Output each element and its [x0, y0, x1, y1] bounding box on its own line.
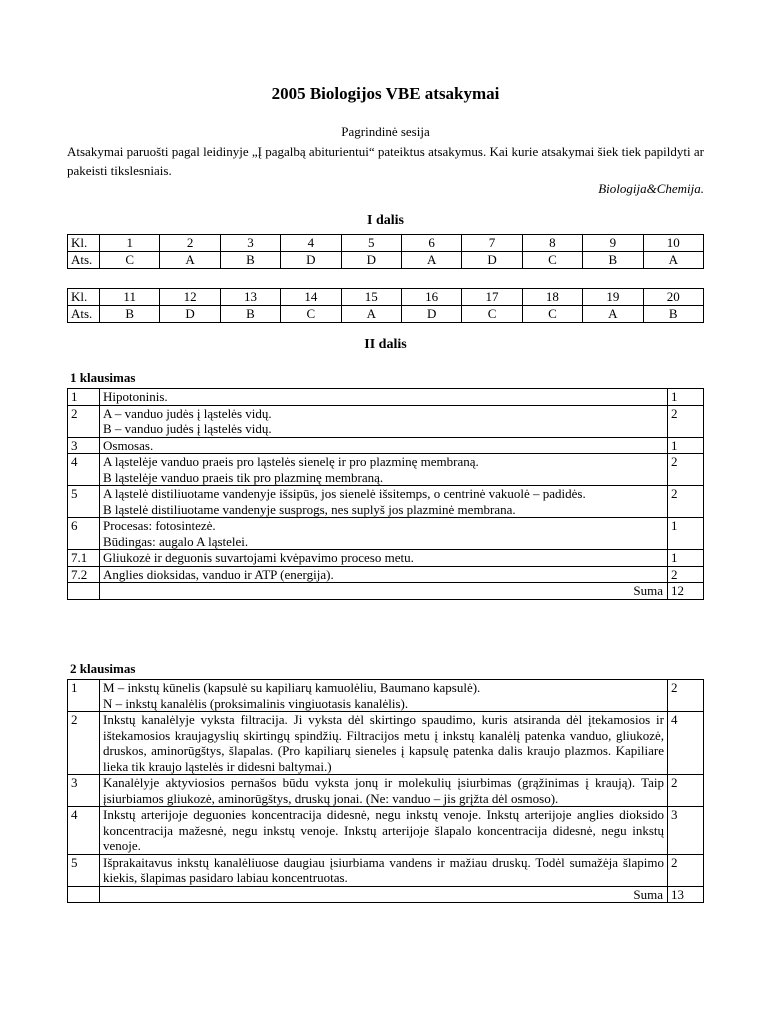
answer-letter: A — [643, 252, 703, 269]
answer-line: Kanalėlyje aktyviosios pernašos būdu vyksta jonų ir molekulių įsiurbimas (grąžinimas į kraują). Taip įsiurbiamos gliukozė, aminorūgštys, druskų jonai. (Ne: vanduo – jis grįžta dėl osmoso). — [103, 775, 664, 806]
question-number: 20 — [643, 289, 703, 306]
answer-line: Osmosas. — [103, 437, 154, 453]
points: 1 — [668, 437, 704, 454]
answer-line: Būdingas: augalo A ląstelei. — [103, 533, 249, 549]
answer-text — [100, 566, 668, 583]
answer-line: A ląstelė distiliuotame vandenyje išsipūs, jos sienelė išsitemps, o centrinė vakuolė – padidės. — [103, 486, 586, 501]
answer-letter: B — [643, 306, 703, 323]
signature: Biologija&Chemija. — [598, 181, 704, 196]
answer-line: Anglies dioksidas, vanduo ir ATP (energija). — [103, 566, 334, 582]
item-number: 5 — [68, 854, 100, 886]
answer-row — [68, 405, 704, 437]
answer-letter: C — [462, 306, 522, 323]
answer-text — [100, 389, 668, 406]
question-number: 13 — [220, 289, 280, 306]
question-number: 8 — [522, 235, 582, 252]
item-number: 1 — [68, 389, 100, 406]
item-number: 2 — [68, 712, 100, 775]
points: 1 — [668, 550, 704, 567]
answer-row — [68, 680, 704, 712]
question-number: 15 — [341, 289, 401, 306]
answer-letter: D — [462, 252, 522, 269]
question-number: 11 — [100, 289, 160, 306]
answer-letter: C — [522, 306, 582, 323]
answer-text — [100, 437, 668, 454]
question-number: 16 — [401, 289, 461, 306]
sum-row — [68, 886, 704, 903]
points: 2 — [668, 486, 704, 518]
answer-line: A – vanduo judės į ląstelės vidų. — [103, 405, 272, 421]
points: 4 — [668, 712, 704, 775]
answer-letter: B — [583, 252, 643, 269]
points: 2 — [668, 405, 704, 437]
answer-row — [68, 486, 704, 518]
page-title: 2005 Biologijos VBE atsakymai — [271, 84, 500, 103]
answer-row — [68, 437, 704, 454]
answer-letter: B — [220, 252, 280, 269]
answer-line: A ląstelėje vanduo praeis pro ląstelės sienelę ir pro plazminę membraną. — [103, 454, 479, 469]
item-number: 7.1 — [68, 550, 100, 567]
answer-row — [68, 389, 704, 406]
answer-text — [100, 518, 668, 550]
question1-table — [67, 388, 704, 600]
answer-row — [68, 550, 704, 567]
answer-text — [100, 405, 668, 437]
item-number: 7.2 — [68, 566, 100, 583]
question-number: 3 — [220, 235, 280, 252]
question-number: 7 — [462, 235, 522, 252]
answer-row — [68, 854, 704, 886]
answer-text — [100, 807, 668, 855]
empty-cell — [68, 886, 100, 903]
answer-letter: B — [220, 306, 280, 323]
answer-row — [68, 306, 704, 323]
question2-heading: 2 klausimas — [70, 661, 136, 676]
answer-letter: C — [281, 306, 341, 323]
item-number: 5 — [68, 486, 100, 518]
item-number: 3 — [68, 437, 100, 454]
answer-letter: B — [100, 306, 160, 323]
question-row — [68, 235, 704, 252]
answer-letter: D — [281, 252, 341, 269]
part1-heading: I dalis — [367, 213, 404, 228]
sum-label: Suma — [100, 583, 668, 600]
answer-text — [100, 854, 668, 886]
answer-text — [100, 775, 668, 807]
answer-letter: C — [100, 252, 160, 269]
question-number: 5 — [341, 235, 401, 252]
answer-letter: A — [160, 252, 220, 269]
question-number: 19 — [583, 289, 643, 306]
points: 2 — [668, 775, 704, 807]
row-label: Ats. — [68, 306, 100, 323]
answer-line: B – vanduo judės į ląstelės vidų. — [103, 421, 272, 436]
points: 3 — [668, 807, 704, 855]
part2-heading: II dalis — [364, 337, 407, 352]
answer-letter: A — [341, 306, 401, 323]
item-number: 2 — [68, 405, 100, 437]
answer-row — [68, 518, 704, 550]
row-label: Kl. — [68, 289, 100, 306]
answers-grid-1 — [67, 234, 704, 269]
answer-line: Hipotoninis. — [103, 389, 168, 404]
answer-line: Gliukozė ir deguonis suvartojami kvėpavimo proceso metu. — [103, 550, 414, 565]
answer-line: Inkstų kanalėlyje vyksta filtracija. Ji vyksta dėl skirtingo spaudimo, kuris atsiranda dėl įtekamosios ir ištekamosios kraujagyslių skirtingų spindžių. Filtracijos metu į inkstų kanalėlį patenka vanduo, gliukozė, druskos, aminorūgštys, šlapalas. (Pro kapiliarų sieneles į kapsulę patenka dalis kraujo plazmos. Kapiliare lieka tik kraujo ląstelės ir didesni baltymai.) — [103, 712, 664, 774]
question2-table — [67, 679, 704, 903]
question-number: 2 — [160, 235, 220, 252]
answer-text — [100, 680, 668, 712]
item-number: 1 — [68, 680, 100, 712]
answer-row — [68, 252, 704, 269]
answer-row — [68, 807, 704, 855]
answer-letter: D — [341, 252, 401, 269]
answer-row — [68, 775, 704, 807]
answer-line: B ląstelėje vanduo praeis tik pro plazminę membraną. — [103, 469, 384, 485]
answer-line: Procesas: fotosintezė. — [103, 518, 216, 533]
sum-row — [68, 583, 704, 600]
empty-cell — [68, 583, 100, 600]
sum-value: 13 — [668, 886, 704, 903]
question-row — [68, 289, 704, 306]
question-number: 17 — [462, 289, 522, 306]
item-number: 3 — [68, 775, 100, 807]
answer-letter: A — [401, 252, 461, 269]
answer-text — [100, 550, 668, 567]
answer-line: Išprakaitavus inkstų kanalėliuose daugiau įsiurbiama vandens ir mažiau druskų. Todėl sumažėja šlapimo kiekis, šlapimas pasidaro labiau koncentruotas. — [103, 854, 664, 885]
question-number: 4 — [281, 235, 341, 252]
answer-letter: A — [583, 306, 643, 323]
sum-value: 12 — [668, 583, 704, 600]
points: 2 — [668, 566, 704, 583]
answer-row — [68, 454, 704, 486]
intro-paragraph: Atsakymai paruošti pagal leidinyje „Į pagalbą abiturientui“ pateiktus atsakymus. Kai kurie atsakymai šiek tiek papildyti ar pakeisti tikslesniais. — [67, 144, 704, 178]
question-number: 6 — [401, 235, 461, 252]
answer-line: B ląstelė distiliuotame vandenyje susprogs, nes suplyš jos plazminė membrana. — [103, 501, 516, 517]
question1-heading: 1 klausimas — [70, 370, 136, 385]
answer-row — [68, 712, 704, 775]
answer-letter: C — [522, 252, 582, 269]
sum-label: Suma — [100, 886, 668, 903]
points: 1 — [668, 389, 704, 406]
question-number: 18 — [522, 289, 582, 306]
points: 1 — [668, 518, 704, 550]
question-number: 12 — [160, 289, 220, 306]
row-label: Kl. — [68, 235, 100, 252]
item-number: 4 — [68, 454, 100, 486]
answer-line: Inkstų arterijoje deguonies koncentracija didesnė, negu inkstų venoje. Inkstų arterijoje anglies dioksido koncentracija mažesnė, negu inkstų venoje. Inkstų arterijoje šlapalo koncentracija didesnė, negu inkstų venoje. — [103, 807, 664, 853]
answer-line: M – inkstų kūnelis (kapsulė su kapiliarų kamuolėliu, Baumano kapsulė). — [103, 680, 481, 695]
points: 2 — [668, 454, 704, 486]
answer-text — [100, 712, 668, 775]
answer-letter: D — [160, 306, 220, 323]
points: 2 — [668, 680, 704, 712]
question-number: 1 — [100, 235, 160, 252]
question-number: 14 — [281, 289, 341, 306]
item-number: 4 — [68, 807, 100, 855]
answer-line: N – inkstų kanalėlis (proksimalinis vingiuotasis kanalėlis). — [103, 695, 409, 711]
points: 2 — [668, 854, 704, 886]
answer-text — [100, 454, 668, 486]
answer-row — [68, 566, 704, 583]
item-number: 6 — [68, 518, 100, 550]
question-number: 10 — [643, 235, 703, 252]
session-label: Pagrindinė sesija — [341, 124, 430, 139]
answers-grid-2 — [67, 288, 704, 323]
answer-letter: D — [401, 306, 461, 323]
row-label: Ats. — [68, 252, 100, 269]
answer-text — [100, 486, 668, 518]
question-number: 9 — [583, 235, 643, 252]
